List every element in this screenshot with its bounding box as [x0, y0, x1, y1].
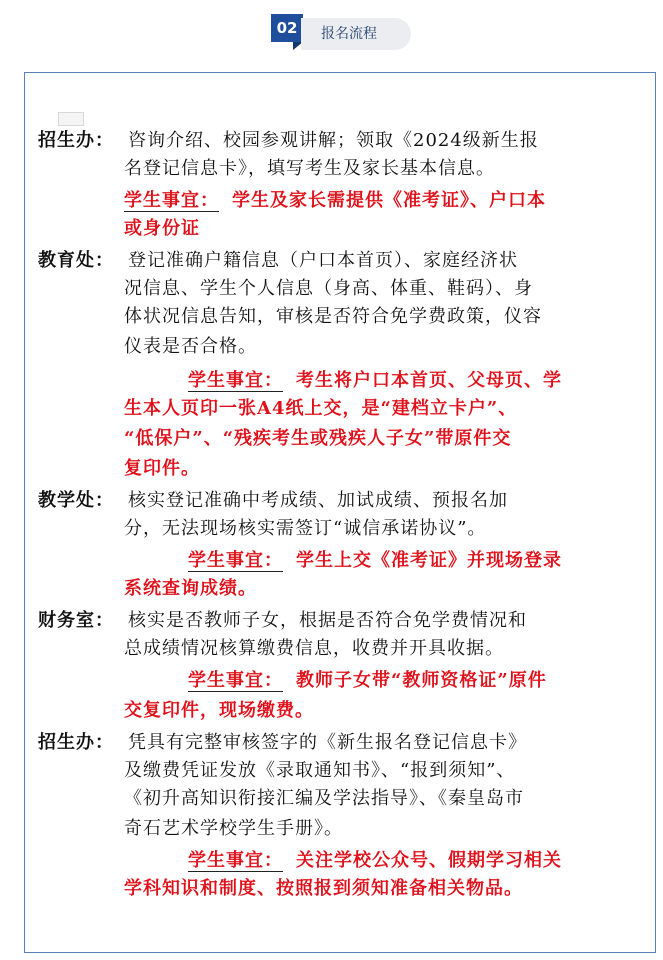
section-text: 分，无法现场核实需签订“诚信承诺协议”。 [124, 518, 487, 539]
dept-label: 招生办： [38, 130, 114, 151]
section-text: 核实是否教师子女，根据是否符合免学费情况和 [128, 610, 527, 631]
dept-label: 招生办： [38, 732, 114, 753]
note-text: 交复印件，现场缴费。 [124, 700, 314, 721]
note-text: “低保户”、“残疾考生或残疾人子女”带原件交 [124, 428, 512, 449]
note-text: 关注学校公众号、假期学习相关 [296, 850, 562, 871]
section-header [271, 14, 411, 50]
section-text: 奇石艺术学校学生手册》。 [124, 818, 343, 839]
section-text: 登记准确户籍信息（户口本首页）、家庭经济状 [128, 250, 518, 271]
note-text: 学生及家长需提供《准考证》、户口本 [232, 190, 546, 211]
note-text: 学科知识和制度、按照报到须知准备相关物品。 [124, 878, 523, 899]
note-label: 学生事宜： [188, 670, 283, 691]
note-text: 系统查询成绩。 [124, 578, 257, 599]
section-text: 体状况信息告知，审核是否符合免学费政策，仪容 [124, 306, 542, 327]
note-text: 学生上交《准考证》并现场登录 [296, 550, 562, 571]
note-text: 教师子女带“教师资格证”原件 [296, 670, 547, 691]
image-placeholder-icon [58, 112, 84, 126]
section-number: 02 [271, 14, 303, 42]
note-label: 学生事宜： [124, 190, 219, 211]
section-title: 报名流程 [301, 18, 411, 50]
section-text: 仪表是否合格。 [124, 336, 257, 357]
note-text: 或身份证 [124, 218, 200, 239]
note-label: 学生事宜： [188, 370, 283, 391]
section-text: 及缴费凭证发放《录取通知书》、“报到须知”、 [124, 760, 516, 781]
section-text: 名登记信息卡》，填写考生及家长基本信息。 [124, 158, 495, 179]
section-text: 《初升高知识衔接汇编及学法指导》、《秦皇岛市 [124, 788, 524, 809]
note-text: 生本人页印一张A4纸上交，是“建档立卡户”、 [124, 398, 518, 419]
dept-label: 财务室： [38, 610, 114, 631]
section-text: 凭具有完整审核签字的《新生报名登记信息卡》 [128, 732, 527, 753]
note-text: 考生将户口本首页、父母页、学 [296, 370, 562, 391]
section-text: 咨询介绍、校园参观讲解；领取《2024级新生报 [128, 130, 539, 151]
note-label: 学生事宜： [188, 850, 283, 871]
dept-label: 教学处： [38, 490, 114, 511]
dept-label: 教育处： [38, 250, 114, 271]
section-text: 核实登记准确中考成绩、加试成绩、预报名加 [128, 490, 508, 511]
note-text: 复印件。 [124, 458, 200, 479]
section-text: 总成绩情况核算缴费信息，收费并开具收据。 [124, 638, 504, 659]
note-label: 学生事宜： [188, 550, 283, 571]
section-text: 况信息、学生个人信息（身高、体重、鞋码）、身 [124, 278, 533, 299]
